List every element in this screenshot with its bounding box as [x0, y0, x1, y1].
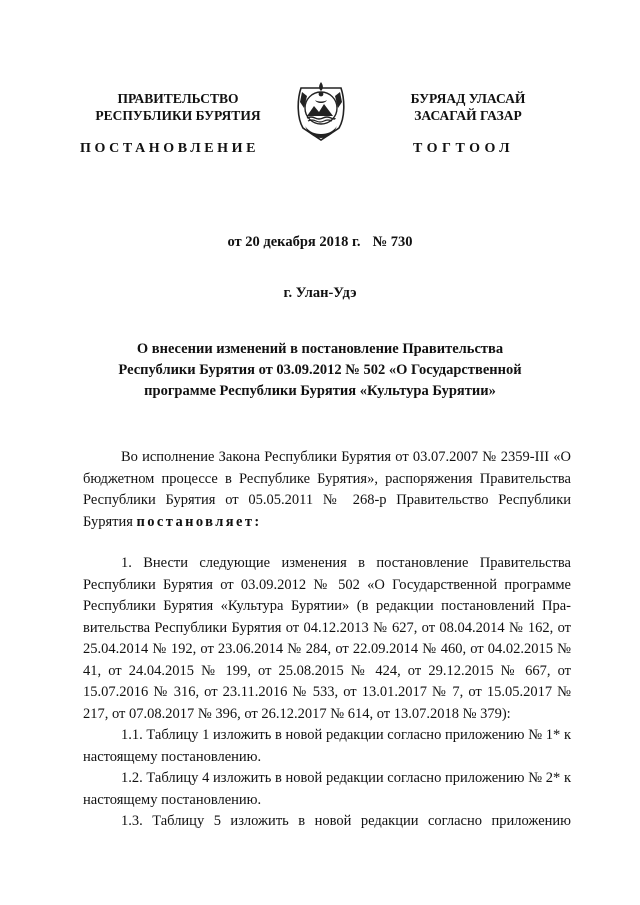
- item-1-1-paragraph: 1.1. Таблицу 1 изложить в новой редакции согласно приложению № 1* к настоящему постановлению.: [83, 727, 571, 765]
- document-body: [83, 447, 571, 833]
- title-line3: программе Республики Бурятия «Культура Бурятии»: [144, 383, 496, 399]
- title-line1: О внесении изменений в постановление Правительства: [136, 341, 504, 357]
- doc-type-ru: ПОСТАНОВЛЕНИЕ: [80, 141, 260, 156]
- document-date: от 20 декабря 2018 г.: [227, 234, 361, 250]
- issuer-ru-line1: ПРАВИТЕЛЬСТВО: [117, 91, 239, 106]
- resolves-word: постановляет:: [136, 513, 262, 530]
- item-1-2-paragraph: 1.2. Таблицу 4 изложить в новой редакции согласно приложению № 2* к настоящему постановлению.: [83, 770, 571, 808]
- document-title: [80, 339, 560, 402]
- preamble-text: Во исполнение Закона Республики Бурятия от 03.07.2007 № 2359-III «О бюджетном процессе в Республике Бурятия», распоряжения Правительства Республики Бурятия от 05.05.2011 № 268-р Правительство Республики Бурятия: [83, 449, 571, 530]
- document-number: № 730: [372, 234, 413, 250]
- item-1-3-paragraph: 1.3. Таблицу 5 изложить в новой редакции согласно приложению: [121, 813, 571, 829]
- issuer-bua-line2: ЗАСАГАЙ ГАЗАР: [414, 108, 522, 123]
- document-city: г. Улан-Удэ: [283, 285, 357, 301]
- preamble-paragraph: [83, 447, 571, 533]
- issuer-ru-line2: РЕСПУБЛИКИ БУРЯТИЯ: [95, 108, 261, 123]
- issuer-bua-line1: БУРЯАД УЛАСАЙ: [410, 91, 526, 106]
- issuer-name-ru: [84, 90, 272, 124]
- title-line2: Республики Бурятия от 03.09.2012 № 502 «О Государственной: [118, 362, 522, 378]
- coat-of-arms-icon: [295, 78, 347, 142]
- doc-type-bua: ТОГТООЛ: [413, 141, 515, 156]
- date-number-line: [0, 234, 640, 251]
- item-1-paragraph: 1. Внести следующие изменения в постановление Правительства Республики Бурятия от 03.09.2012 № 502 «О Государственной программе Республики Бурятия «Культура Бурятии» (в редакции постановлений Правительства Республики Бурятия от 04.12.2013 № 627, от 08.04.2014 № 162, от 25.04.2014 № 192, от 23.06.2014 № 284, от 22.09.2014 № 460, от 04.02.2015 № 41, от 24.04.2015 № 199, от 25.08.2015 № 424, от 29.12.2015 № 667, от 15.07.2016 № 316, от 23.11.2016 № 533, от 13.01.2017 № 7, от 15.05.2017 № 217, от 07.08.2017 № 396, от 26.12.2017 № 614, от 13.07.2018 № 379):: [83, 555, 571, 722]
- issuer-name-bua: [382, 90, 554, 124]
